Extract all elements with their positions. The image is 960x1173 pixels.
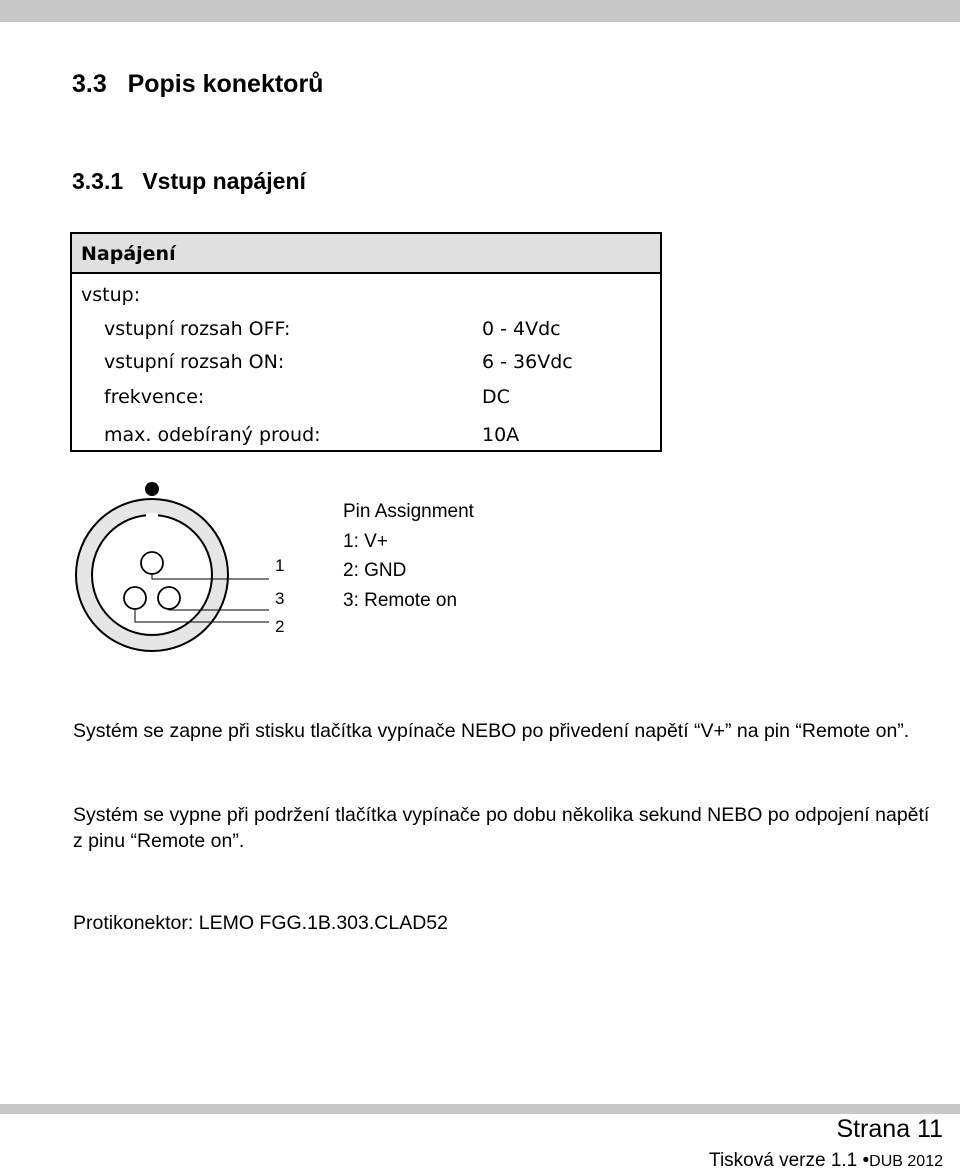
- paragraph-power-off: Systém se vypne při podržení tlačítka vypínače po dobu několika sekund NEBO po odpojení napětí z pinu “Remote on”.: [73, 804, 930, 852]
- pin-1: [141, 552, 163, 574]
- pin-label-3: 3: [275, 589, 285, 608]
- pin-label-2: 2: [275, 617, 285, 636]
- connector-diagram: [60, 476, 320, 656]
- key-notch: [146, 513, 158, 523]
- bottom-rule: [0, 1104, 960, 1114]
- version-line: [709, 1150, 943, 1172]
- spec-value: 6 - 36Vdc: [482, 351, 573, 373]
- pin-assignment-title: Pin Assignment: [343, 501, 474, 522]
- spec-value: 0 - 4Vdc: [482, 318, 561, 340]
- spec-value: DC: [482, 386, 510, 408]
- power-spec-table: [70, 232, 662, 452]
- spec-intro: vstup:: [81, 284, 141, 306]
- spec-label: vstupní rozsah ON:: [104, 351, 285, 373]
- spec-label: max. odebíraný proud:: [104, 424, 321, 446]
- pin-assignment-item: 3: Remote on: [343, 589, 458, 611]
- paragraph-power-on: Systém se zapne při stisku tlačítka vypínače NEBO po přivedení napětí “V+” na pin “Remote on”.: [73, 720, 910, 742]
- pin-assignment-item: 1: V+: [343, 530, 388, 552]
- pin-2: [124, 587, 146, 609]
- counter-connector: Protikonektor: LEMO FGG.1B.303.CLAD52: [73, 912, 448, 934]
- version-text: Tisková verze 1.1 •: [709, 1150, 870, 1171]
- spec-table-title: Napájení: [72, 234, 660, 274]
- page-number: Strana 11: [836, 1115, 943, 1143]
- key-dot: [145, 482, 159, 496]
- version-date: DUB 2012: [869, 1153, 943, 1170]
- pin-assignment-item: 2: GND: [343, 560, 407, 581]
- spec-value: 10A: [482, 424, 520, 446]
- spec-label: vstupní rozsah OFF:: [104, 318, 291, 340]
- pin-3: [158, 587, 180, 609]
- subsection-heading: 3.3.1 Vstup napájení: [72, 168, 306, 194]
- pin-assignment: [343, 497, 474, 615]
- spec-label: frekvence:: [104, 386, 205, 408]
- section-heading: 3.3 Popis konektorů: [72, 70, 324, 98]
- top-rule: [0, 0, 960, 22]
- pin-label-1: 1: [275, 556, 285, 575]
